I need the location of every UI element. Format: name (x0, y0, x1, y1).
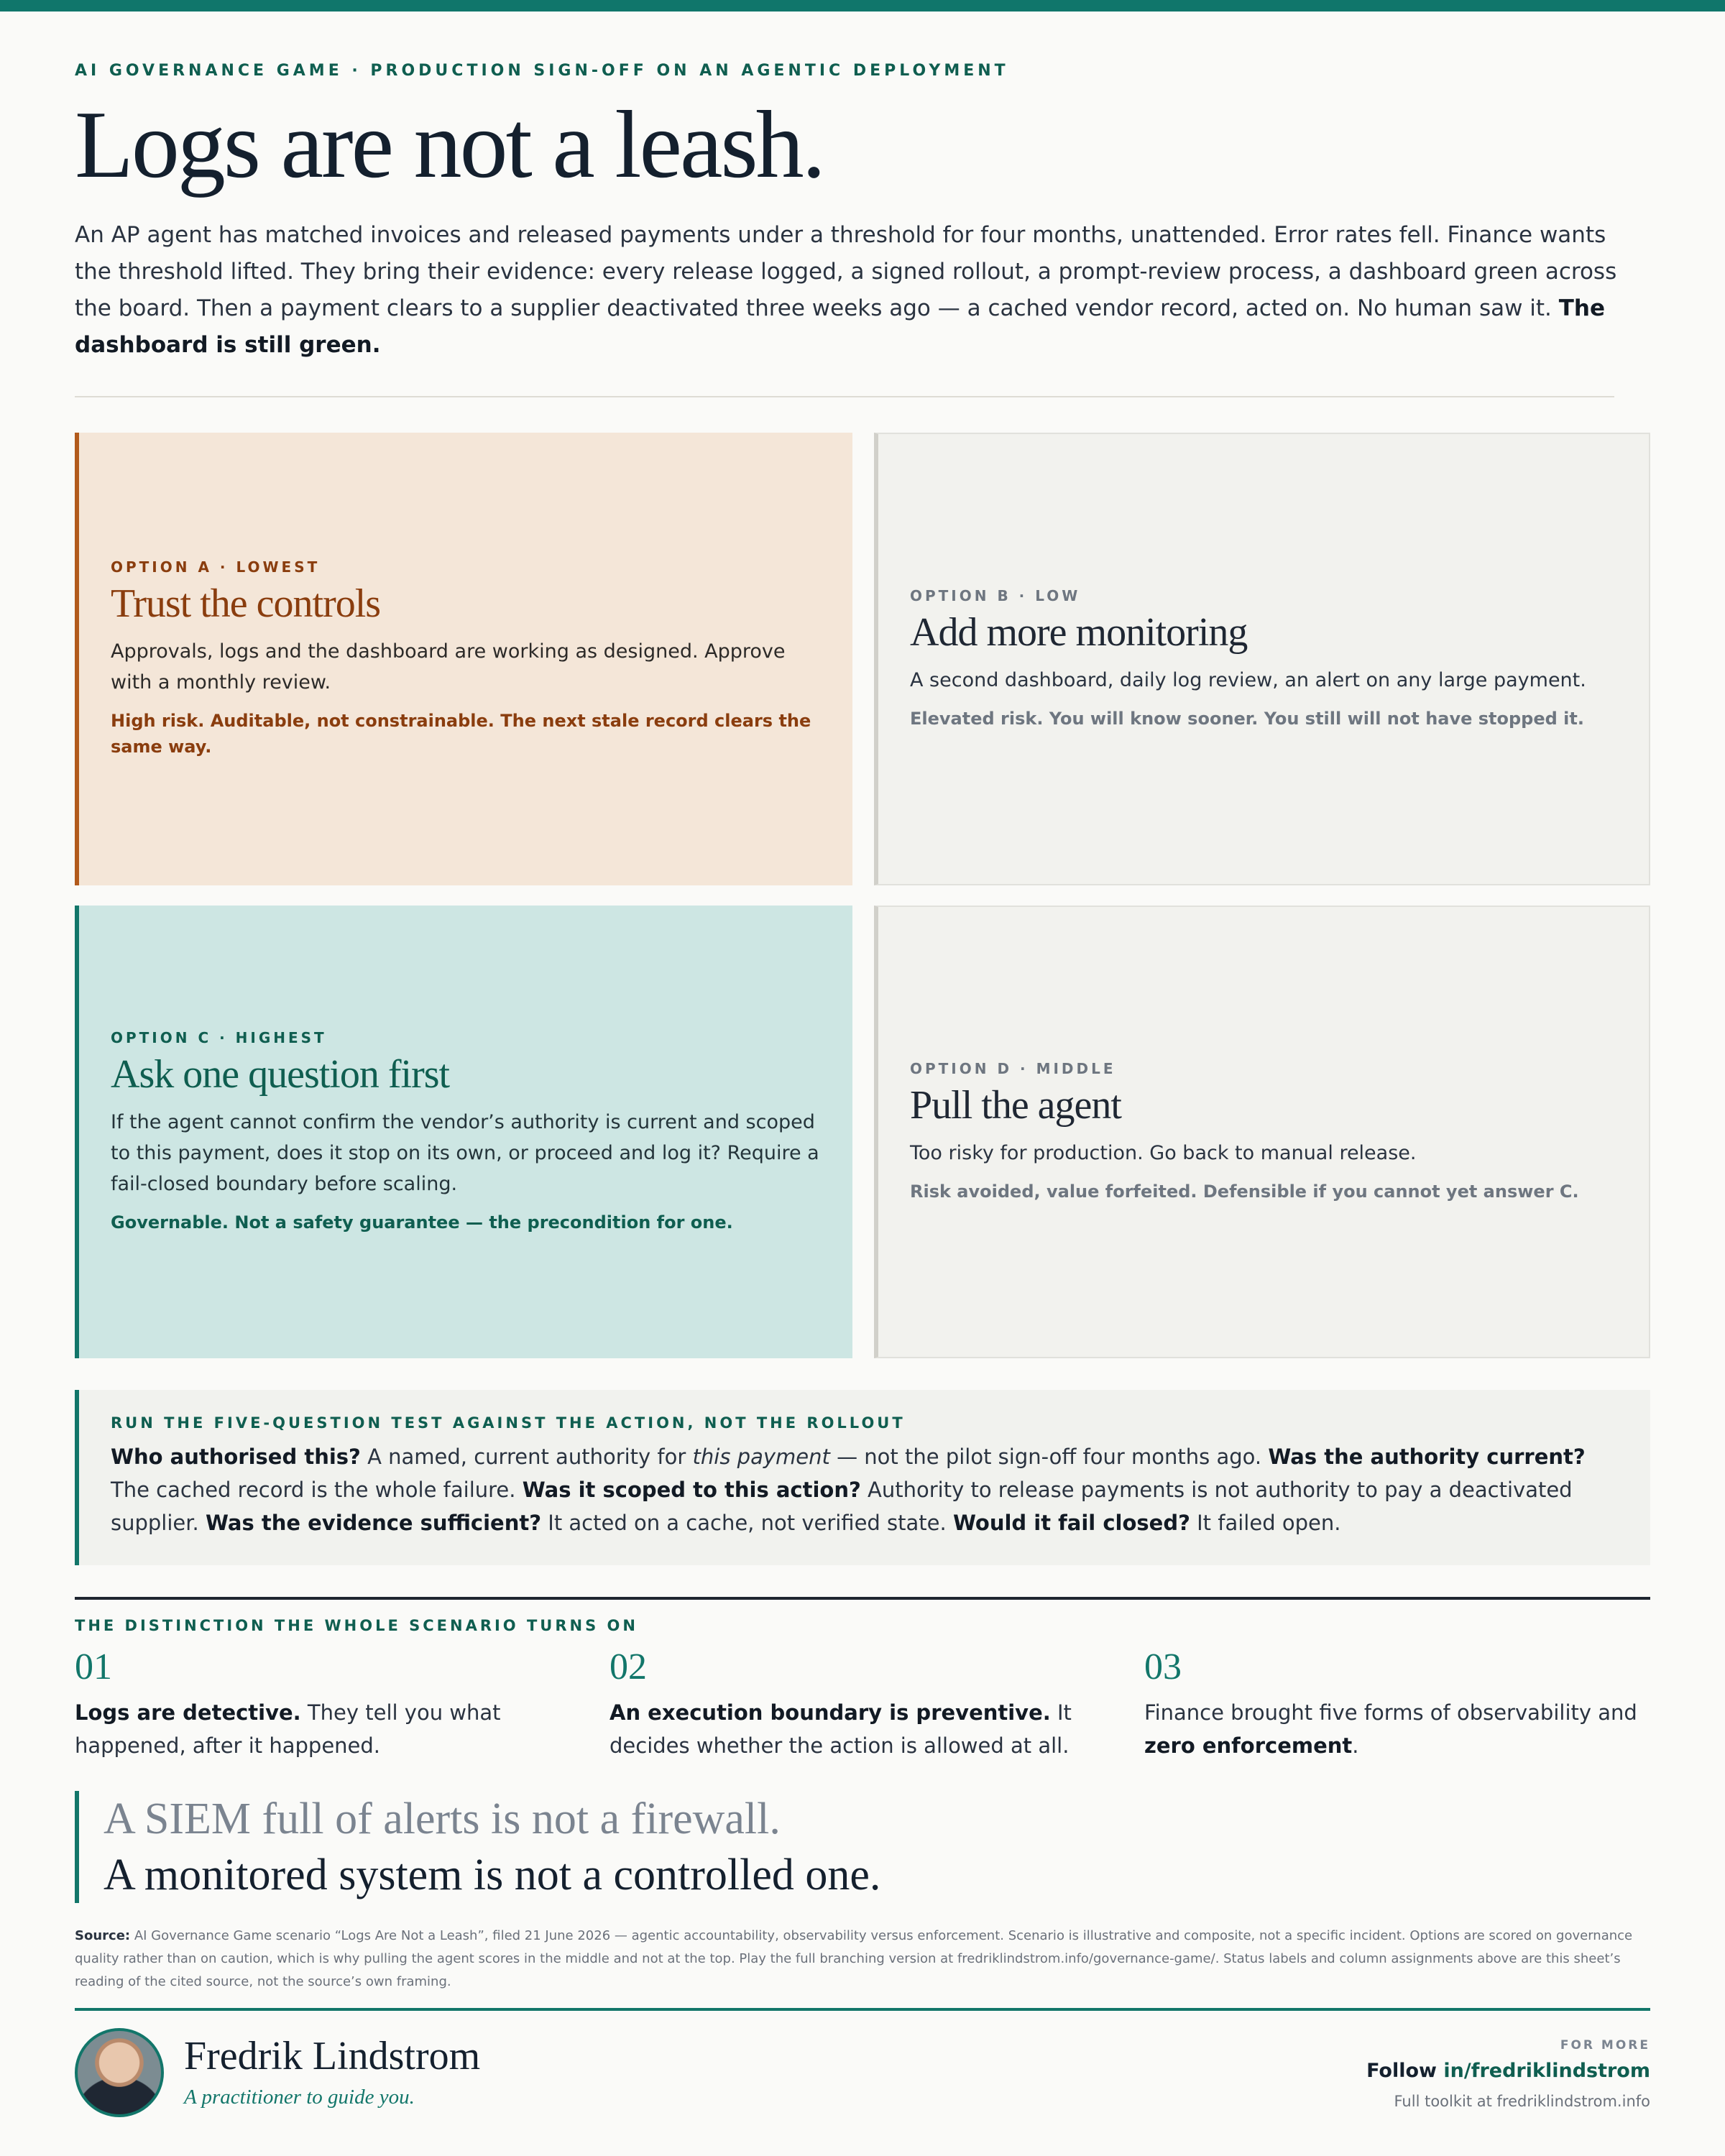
top-accent-bar (0, 0, 1725, 11)
distinction-item-2 (610, 1646, 1120, 1762)
option-a-verdict: High risk. Auditable, not constrainable. The next stale record clears the same way. (111, 711, 811, 757)
section-rule (75, 1597, 1650, 1600)
test-tag: RUN THE FIVE-QUESTION TEST AGAINST THE ACTION, NOT THE ROLLOUT (111, 1414, 906, 1432)
item-rest: They tell you what happened, after it happened. (75, 1700, 501, 1758)
option-c-body: If the agent cannot confirm the vendor’s authority is current and scoped to this payment, does it stop on its own, or proceed and log it? Require a fail-closed boundary before scaling. (111, 1110, 819, 1195)
item-bold: zero enforcement (1144, 1733, 1353, 1758)
item-pre: Finance brought five forms of observability and (1144, 1700, 1637, 1725)
item-rest: It decides whether the action is allowed at all. (610, 1700, 1072, 1758)
distinction-item-3 (1144, 1646, 1655, 1762)
question-5: Would it fail closed? (952, 1511, 1190, 1535)
pull-quote (75, 1791, 1081, 1903)
answer-5: It failed open. (1190, 1511, 1341, 1535)
lede (75, 217, 1620, 364)
avatar (75, 2028, 164, 2117)
question-2: Was the authority current? (1268, 1445, 1586, 1469)
option-d-body: Too risky for production. Go back to manual release. (910, 1141, 1417, 1164)
option-d-tag: OPTION D · MIDDLE (910, 1059, 1116, 1077)
option-a-body: Approvals, logs and the dashboard are working as designed. Approve with a monthly review. (111, 640, 786, 694)
answer-1-emphasis: this payment (692, 1445, 830, 1469)
option-a-card (75, 433, 852, 885)
item-rest: . (1352, 1733, 1359, 1758)
page-title: Logs are not a leash. (75, 91, 824, 198)
follow-line (1366, 2060, 1650, 2082)
answer-1b: — not the pilot sign-off four months ago. (829, 1445, 1269, 1469)
option-c-verdict: Governable. Not a safety guarantee — the precondition for one. (111, 1212, 733, 1233)
question-1: Who authorised this? (111, 1445, 361, 1469)
question-4: Was the evidence sufficient? (205, 1511, 542, 1535)
distinction-tag: THE DISTINCTION THE WHOLE SCENARIO TURNS ON (75, 1617, 638, 1634)
option-c-title: Ask one question first (111, 1051, 450, 1097)
option-d-card (874, 906, 1650, 1358)
option-a-title: Trust the controls (111, 581, 381, 626)
answer-2: The cached record is the whole failure. (111, 1478, 523, 1502)
option-c-card (75, 906, 852, 1358)
source-label: Source: (75, 1928, 131, 1943)
option-c-tag: OPTION C · HIGHEST (111, 1028, 327, 1046)
option-d-verdict: Risk avoided, value forfeited. Defensible if you cannot yet answer C. (910, 1181, 1579, 1202)
option-b-tag: OPTION B · LOW (910, 586, 1081, 604)
for-more-label: FOR MORE (1560, 2038, 1650, 2053)
quote-line-2: A monitored system is not a controlled one. (104, 1851, 881, 1899)
distinction-item-1 (75, 1646, 585, 1762)
source-note (75, 1925, 1650, 1994)
item-number: 02 (610, 1646, 647, 1687)
follow-label: Follow (1366, 2060, 1444, 2082)
item-text (610, 1696, 1120, 1762)
author-name: Fredrik Lindstrom (184, 2034, 481, 2078)
test-body (111, 1440, 1622, 1539)
option-b-card (874, 433, 1650, 885)
answer-4: It acted on a cache, not verified state. (541, 1511, 953, 1535)
item-bold: An execution boundary is preventive. (610, 1700, 1051, 1725)
linkedin-handle-link[interactable]: in/fredriklindstrom (1443, 2060, 1650, 2082)
five-question-test (75, 1390, 1650, 1565)
quote-line-1: A SIEM full of alerts is not a firewall. (104, 1795, 781, 1843)
answer-1a: A named, current authority for (360, 1445, 693, 1469)
eyebrow: AI GOVERNANCE GAME · PRODUCTION SIGN-OFF ON AN AGENTIC DEPLOYMENT (75, 62, 1009, 80)
item-text (75, 1696, 585, 1762)
footer-rule (75, 2008, 1650, 2011)
item-number: 01 (75, 1646, 112, 1687)
author-tagline: A practitioner to guide you. (184, 2086, 415, 2109)
lede-bold: The dashboard is still green. (75, 295, 1606, 358)
answer-3: Authority to release payments is not authority to pay a deactivated supplier. (111, 1478, 1573, 1535)
option-b-title: Add more monitoring (910, 609, 1248, 655)
toolkit-link[interactable]: Full toolkit at fredriklindstrom.info (1394, 2093, 1650, 2110)
divider (75, 396, 1614, 397)
option-b-body: A second dashboard, daily log review, an alert on any large payment. (910, 668, 1586, 691)
lede-text: An AP agent has matched invoices and released payments under a threshold for four months, unattended. Error rates fell. Finance wants the threshold lifted. They bring their evidence: every release logged, a signed rollout, a prompt-review process, a dashboard green across the board. Then a payment clears to a supplier deactivated three weeks ago — a cached vendor record, acted on. No human saw it. (75, 222, 1617, 321)
item-bold: Logs are detective. (75, 1700, 301, 1725)
option-b-verdict: Elevated risk. You will know sooner. You still will not have stopped it. (910, 708, 1584, 729)
option-a-tag: OPTION A · LOWEST (111, 558, 321, 576)
question-3: Was it scoped to this action? (522, 1478, 861, 1502)
source-text: AI Governance Game scenario “Logs Are Not a Leash”, filed 21 June 2026 — agentic accountability, observability versus enforcement. Scenario is illustrative and composite, not a specific incident. Options are scored on governance quality rather than on caution, which is why pulling the agent scores in the middle and not at the top. Play the full branching version at fredriklindstrom.info/governance-game/. Status labels and column assignments above are this sheet’s reading of the cited source, not the source’s own framing. (75, 1928, 1633, 1989)
item-text (1144, 1696, 1655, 1762)
option-d-title: Pull the agent (910, 1082, 1121, 1128)
item-number: 03 (1144, 1646, 1182, 1687)
